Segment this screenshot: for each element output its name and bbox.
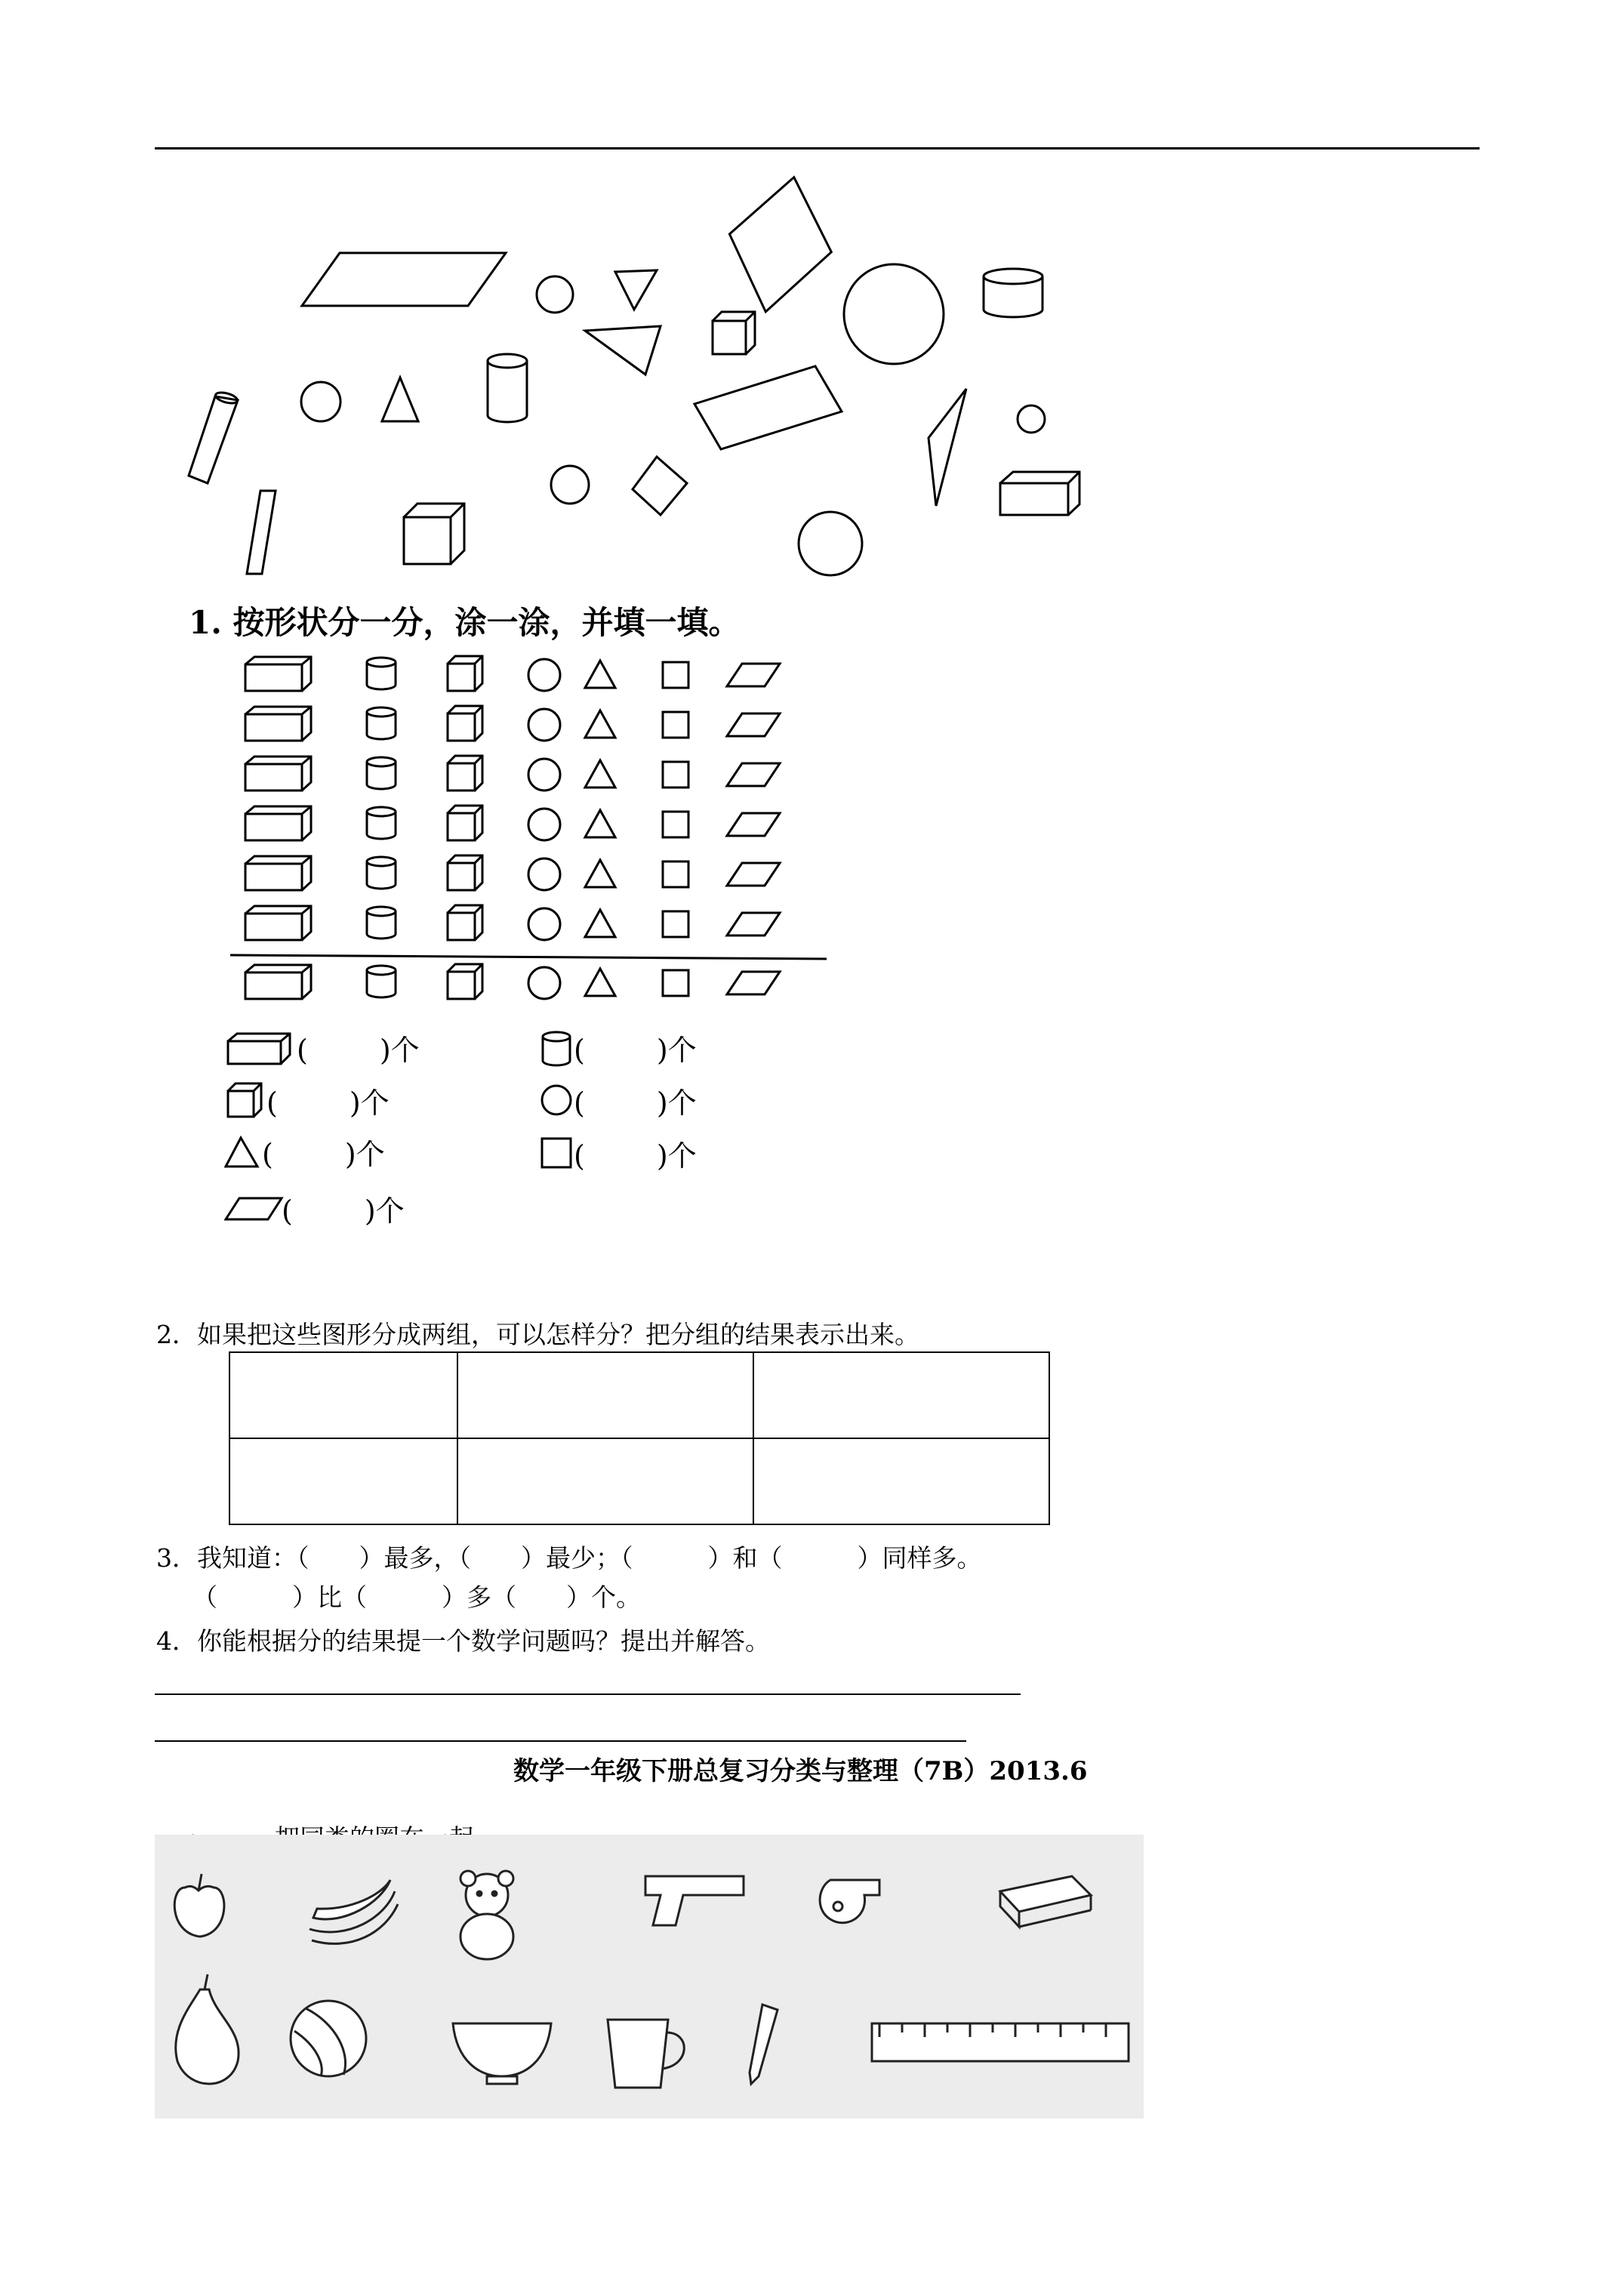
triangle-shape <box>382 378 418 421</box>
pen-icon <box>750 2005 778 2084</box>
table-cell[interactable] <box>229 1352 457 1438</box>
grid-row-1 <box>245 656 780 691</box>
table-cell[interactable] <box>753 1438 1049 1524</box>
grouping-table <box>229 1351 1050 1525</box>
parallelogram-shape <box>694 366 842 449</box>
count-close-paren: ) <box>656 1139 668 1173</box>
table-row <box>229 1352 1049 1438</box>
cuboid-icon <box>226 1032 302 1066</box>
answer-line[interactable] <box>155 1693 1021 1695</box>
circle-shape <box>799 512 862 575</box>
circle-shape <box>301 382 340 421</box>
answer-line[interactable] <box>155 1740 966 1742</box>
eraser-icon <box>1000 1876 1091 1927</box>
grid-row-5 <box>245 855 780 890</box>
parallelogram-shape <box>302 253 506 306</box>
toy-gun-icon <box>645 1876 744 1925</box>
grid-row-7 <box>245 964 780 999</box>
cuboid-shape <box>1000 472 1079 515</box>
grid-row-4 <box>245 806 780 840</box>
count-close-paren: ) <box>349 1086 361 1120</box>
cube-shape <box>404 504 464 564</box>
triangle-shape <box>929 389 966 506</box>
count-open-paren: ( <box>574 1034 585 1067</box>
triangle-icon <box>224 1135 262 1169</box>
cup-icon <box>608 2020 684 2088</box>
table-cell[interactable] <box>229 1438 457 1524</box>
items-illustration <box>155 1835 1144 2119</box>
header-rule <box>155 147 1480 149</box>
diamond-shape <box>717 168 843 321</box>
teddy-bear-icon <box>460 1871 513 1959</box>
triangle-shape <box>615 270 657 310</box>
diamond-shape <box>633 457 687 515</box>
count-open-paren: ( <box>262 1138 273 1171</box>
bananas-icon <box>310 1880 398 1943</box>
cylinder-icon <box>540 1031 574 1067</box>
table-cell[interactable] <box>457 1438 753 1524</box>
count-close-paren: ) <box>379 1034 391 1067</box>
circle-icon <box>540 1083 574 1117</box>
count-close-paren: ) <box>364 1194 376 1228</box>
table-cell[interactable] <box>457 1352 753 1438</box>
count-open-paren: ( <box>297 1034 308 1067</box>
part-b-title: 数学一年级下册总复习分类与整理（7B）2013.6 <box>513 1756 1088 1786</box>
parallelogram-shape <box>247 491 276 574</box>
count-unit: 个 <box>360 1086 390 1120</box>
count-unit: 个 <box>667 1034 697 1067</box>
table-cell[interactable] <box>753 1352 1049 1438</box>
parallelogram-icon <box>224 1195 285 1222</box>
count-open-paren: ( <box>574 1139 585 1173</box>
circle-shape <box>844 264 944 364</box>
pear-icon <box>176 1974 239 2084</box>
count-close-paren: ) <box>656 1034 668 1067</box>
grid-row-2 <box>245 706 780 741</box>
section3-line1: 3．我知道：（ ）最多，（ ）最少；（ ）和（ ）同样多。 <box>156 1543 982 1573</box>
cylinder-tall-shape <box>488 354 527 422</box>
count-fill-area <box>223 1023 766 1242</box>
section1-title <box>189 598 741 643</box>
cylinder-slanted-shape <box>189 390 239 483</box>
count-unit: 个 <box>667 1139 697 1173</box>
count-unit: 个 <box>375 1194 405 1228</box>
count-close-paren: ) <box>344 1138 356 1171</box>
ball-icon <box>291 2001 366 2076</box>
section3-line2: （ ）比（ ）多（ ）个。 <box>192 1583 641 1612</box>
circle-shape <box>537 276 573 313</box>
table-row <box>229 1438 1049 1524</box>
bowl-icon <box>453 2023 551 2084</box>
circle-shape <box>551 466 589 504</box>
whistle-icon <box>820 1880 879 1923</box>
count-open-paren: ( <box>574 1086 585 1120</box>
cylinder-short-shape <box>984 269 1042 317</box>
section1-number: 1. <box>189 604 222 641</box>
grid-divider <box>230 955 827 959</box>
square-icon <box>540 1136 574 1170</box>
section1-instruction: 按形状分一分，涂一涂，并填一填。 <box>233 604 741 641</box>
section4-question: 4．你能根据分的结果提一个数学问题吗？提出并解答。 <box>156 1626 770 1656</box>
count-unit: 个 <box>390 1034 420 1067</box>
count-open-paren: ( <box>282 1194 293 1228</box>
triangle-shape <box>585 326 661 374</box>
classification-items-photo[interactable] <box>155 1835 1144 2119</box>
scattered-shapes-figure <box>174 166 1132 589</box>
circle-shape <box>1018 405 1045 433</box>
count-close-paren: ) <box>656 1086 668 1120</box>
ruler-icon <box>872 2023 1129 2061</box>
cube-icon <box>226 1082 264 1120</box>
count-unit: 个 <box>356 1138 385 1171</box>
count-unit: 个 <box>667 1086 697 1120</box>
shape-coloring-grid[interactable] <box>223 646 842 1008</box>
cube-shape <box>713 312 755 354</box>
section2-question: 2．如果把这些图形分成两组，可以怎样分？把分组的结果表示出来。 <box>156 1320 919 1349</box>
grid-row-3 <box>245 756 780 791</box>
count-open-paren: ( <box>266 1086 278 1120</box>
grid-row-6 <box>245 905 780 940</box>
apple-icon <box>174 1874 224 1937</box>
